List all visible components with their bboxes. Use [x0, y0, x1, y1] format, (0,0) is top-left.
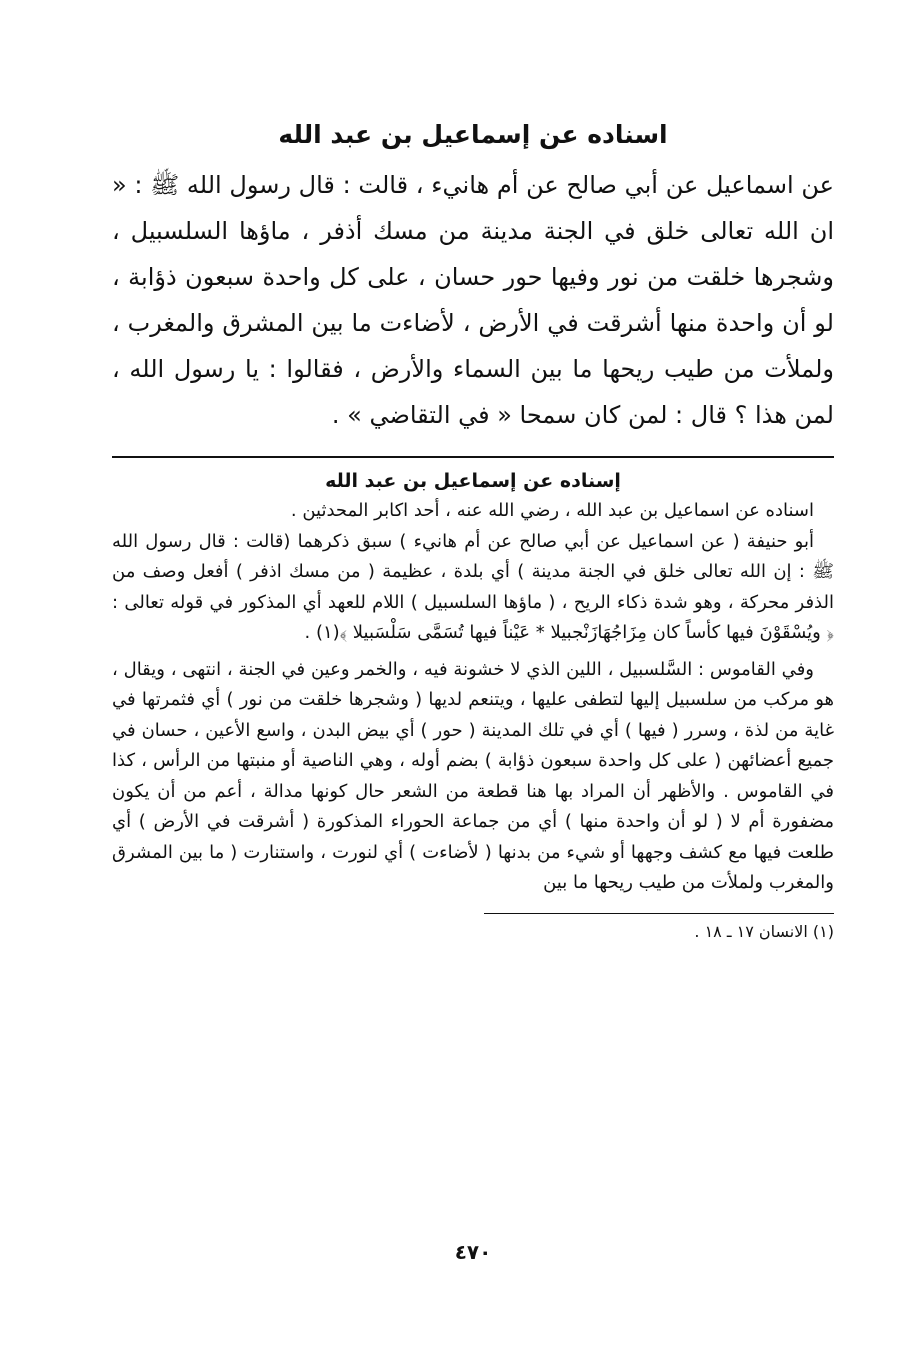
main-heading: اسناده عن إسماعيل بن عبد الله — [278, 120, 668, 149]
commentary-text — [112, 496, 834, 899]
footnote-divider — [484, 913, 834, 914]
page-number: ٤٧٠ — [454, 1240, 492, 1264]
hadith-text — [112, 162, 834, 438]
section-divider — [112, 456, 834, 458]
commentary-heading: إسناده عن إسماعيل بن عبد الله — [325, 470, 621, 492]
hadith-paragraph: عن اسماعيل عن أبي صالح عن أم هانيء ، قالت : قال رسول الله ﷺ : « ان الله تعالى خلق في الجنة مدينة من مسك أذفر ، ماؤها السلسبيل ، وشجرها خلقت من نور وفيها حور حسان ، على كل واحدة سبعون ذؤابة ، لو أن واحدة منها أشرقت في الأرض ، لأضاءت ما بين المشرق والمغرب ، ولملأت من طيب ريحها ما بين السماء والأرض ، فقالوا : يا رسول الله ، لمن هذا ؟ قال : لمن كان سمحا « في التقاضي » . — [112, 171, 834, 429]
commentary-paragraph: أبو حنيفة ( عن اسماعيل عن أبي صالح عن أم هانيء ) سبق ذكرهما (قالت : قال رسول الله ﷺ : إن الله تعالى خلق في الجنة مدينة ) أي بلدة ، عظيمة ( من مسك اذفر ) أفعل وصف من الذفر محركة ، وهو شدة ذكاء الريح ، ( ماؤها السلسبيل ) اللام للعهد أي المذكور في قوله تعالى : ﴿ ويُسْقَوْنَ فيها كأساً كان مِزَاجُهَازَنْجبيلا * عَيْناً فيها تُسَمَّى سَلْسَبيلا ﴾(١) . — [112, 530, 834, 643]
footnote: (١) الانسان ١٧ ـ ١٨ . — [694, 921, 834, 941]
commentary-paragraph: وفي القاموس : السَّلسبيل ، اللين الذي لا خشونة فيه ، والخمر وعين في الجنة ، انتهى ، ويقال ، هو مركب من سلسبيل إليها لتطفى عليها ، ويتنعم لديها ( وشجرها خلقت من نور ) أي فثمرتها في غاية من لذة ، وسرر ( فيها ) أي في تلك المدينة ( حور ) أي بيض البدن ، واسع الأعين ، حسان في جميع أعضائهن ( على كل واحدة سبعون ذؤابة ) بضم أوله ، وهي الناصية أو منبتها من الرأس ، كذا في القاموس . والأظهر أن المراد بها هنا قطعة من الشعر حال كونها مدالة ، أعم من أن يكون مضفورة أم لا ( لو أن واحدة منها ) أي من جماعة الحوراء المذكورة ( أشرقت في الأرض ) أي طلعت فيها مع كشف وجهها أو شيء من بدنها ( لأضاءت ) أي لنورت ، واستنارت ( ما بين المشرق والمغرب ولملأت من طيب ريحها ما بين — [112, 658, 834, 893]
commentary-paragraph: اسناده عن اسماعيل بن عبد الله ، رضي الله عنه ، أحد اكابر المحدثين . — [290, 500, 814, 521]
book-page — [112, 118, 834, 1298]
